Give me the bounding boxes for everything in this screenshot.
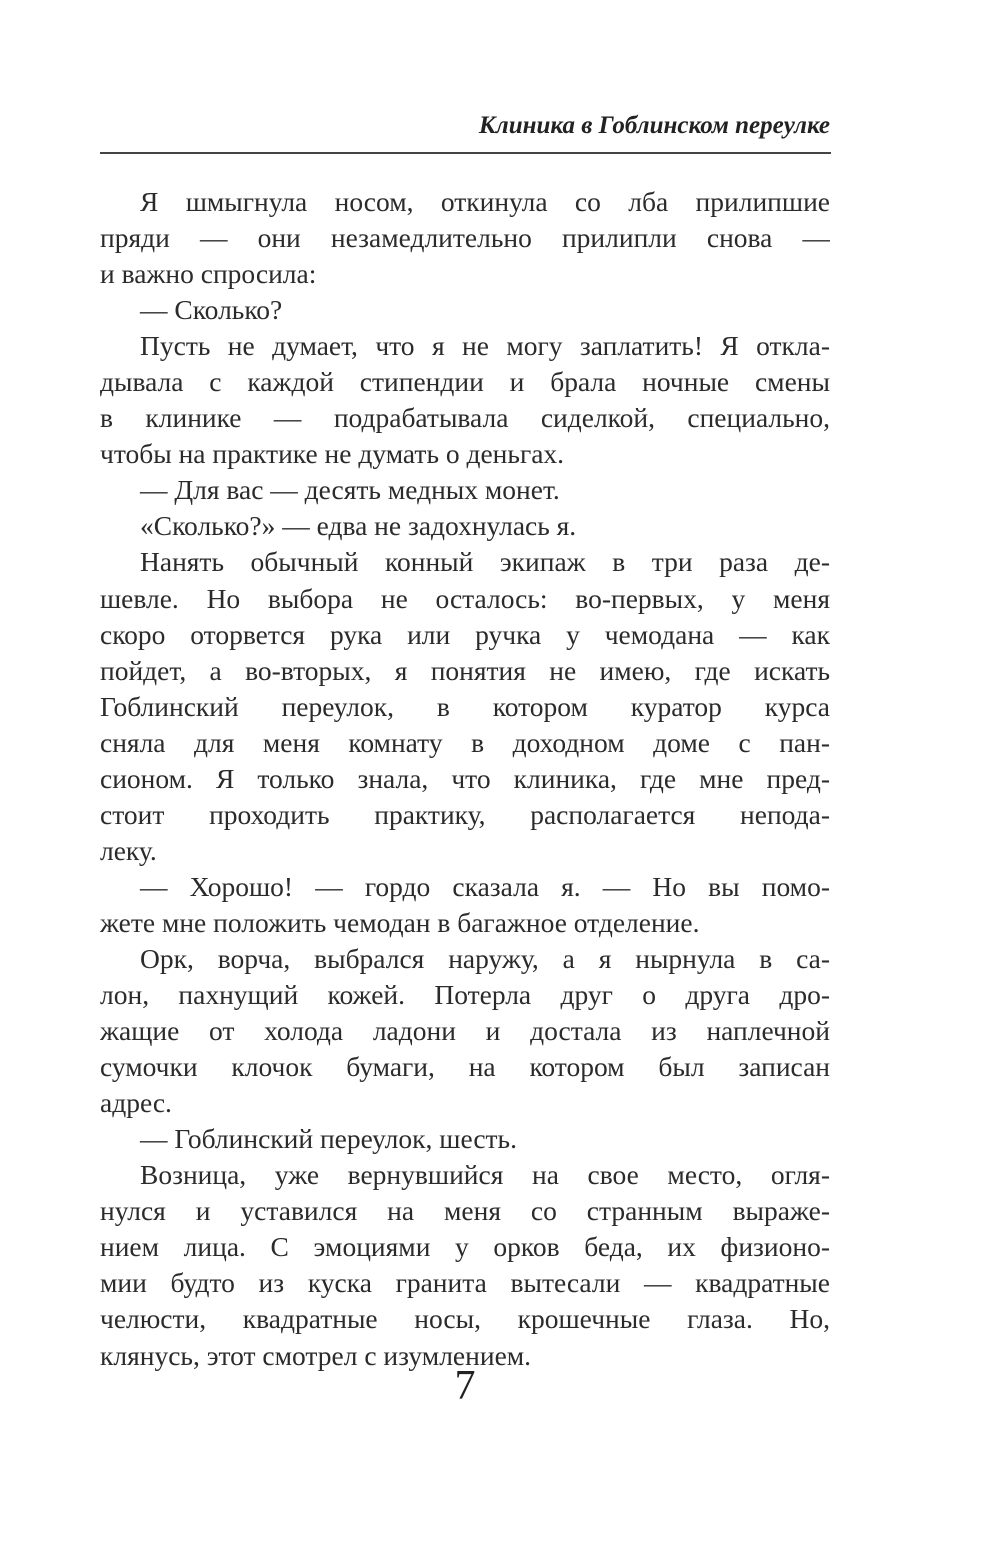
paragraph [100,1121,830,1157]
text-line: Я шмыгнула носом, откинула со лба прилипшие [140,186,830,217]
text-line: сумочки клочок бумаги, на котором был записан [100,1051,830,1083]
text-line: Нанять обычный конный экипаж в три раза де- [140,546,830,578]
text-line: сионом. Я только знала, что клиника, где мне пред- [100,762,830,794]
text-line: леку. [100,834,157,866]
text-line: клянусь, этот смотрел с изумлением. [100,1339,532,1371]
text-line: Возница, уже вернувшийся на свое место, огля- [140,1159,830,1191]
text-line: — Гоблинский переулок, шесть. [140,1123,517,1155]
text-line: мии будто из куска гранита вытесали — квадратные [100,1267,830,1299]
running-header: Клиника в Гоблинском переулке [478,112,830,139]
paragraph [100,1157,830,1373]
page-number: 7 [454,1363,476,1409]
text-line: Орк, ворча, выбрался наружу, а я нырнула в са- [140,942,830,974]
paragraph [100,472,830,508]
paragraph [100,941,830,1121]
text-line: нулся и уставился на меня со странным выраже- [100,1195,830,1227]
paragraph [100,869,830,941]
text-line: в клинике — подрабатывала сиделкой, специально, [100,402,830,434]
text-line: лон, пахнущий кожей. Потерла друг о друга дро- [100,979,830,1011]
text-line: жащие от холода ладони и достала из наплечной [100,1015,830,1047]
text-line: — Хорошо! — гордо сказала я. — Но вы помо- [140,870,830,902]
text-line: челюсти, квадратные носы, крошечные глаза. Но, [100,1303,830,1335]
paragraph [100,292,830,328]
text-line: «Сколько?» — едва не задохнулась я. [140,510,577,542]
text-line: скоро оторвется рука или ручка у чемодана — как [100,618,830,650]
text-line: нием лица. С эмоциями у орков беда, их физионо- [100,1231,830,1263]
text-line: дывала с каждой стипендии и брала ночные смены [100,366,830,398]
text-line: пойдет, а во-вторых, я понятия не имею, где искать [100,654,830,686]
paragraph [100,508,830,544]
text-line: сняла для меня комнату в доходном доме с пан- [100,726,830,758]
text-line: чтобы на практике не думать о деньгах. [100,438,565,470]
paragraph [100,184,830,292]
page-body-text [100,184,830,1374]
text-line: стоит проходить практику, располагается непода- [100,798,830,830]
text-line: шевле. Но выбора не осталось: во-первых, у меня [100,582,830,614]
text-line: жете мне положить чемодан в багажное отделение. [100,906,700,938]
text-line: пряди — они незамедлительно прилипли снова — [100,222,830,254]
text-line: и важно спросила: [100,258,317,290]
text-line: — Сколько? [140,294,283,326]
text-line: адрес. [100,1087,172,1119]
text-line: Пусть не думает, что я не могу заплатить! Я откла- [140,330,830,362]
header-divider [100,152,831,154]
text-line: — Для вас — десять медных монет. [140,474,560,506]
paragraph [100,544,830,868]
paragraph [100,328,830,472]
text-line: Гоблинский переулок, в котором куратор курса [100,690,830,722]
